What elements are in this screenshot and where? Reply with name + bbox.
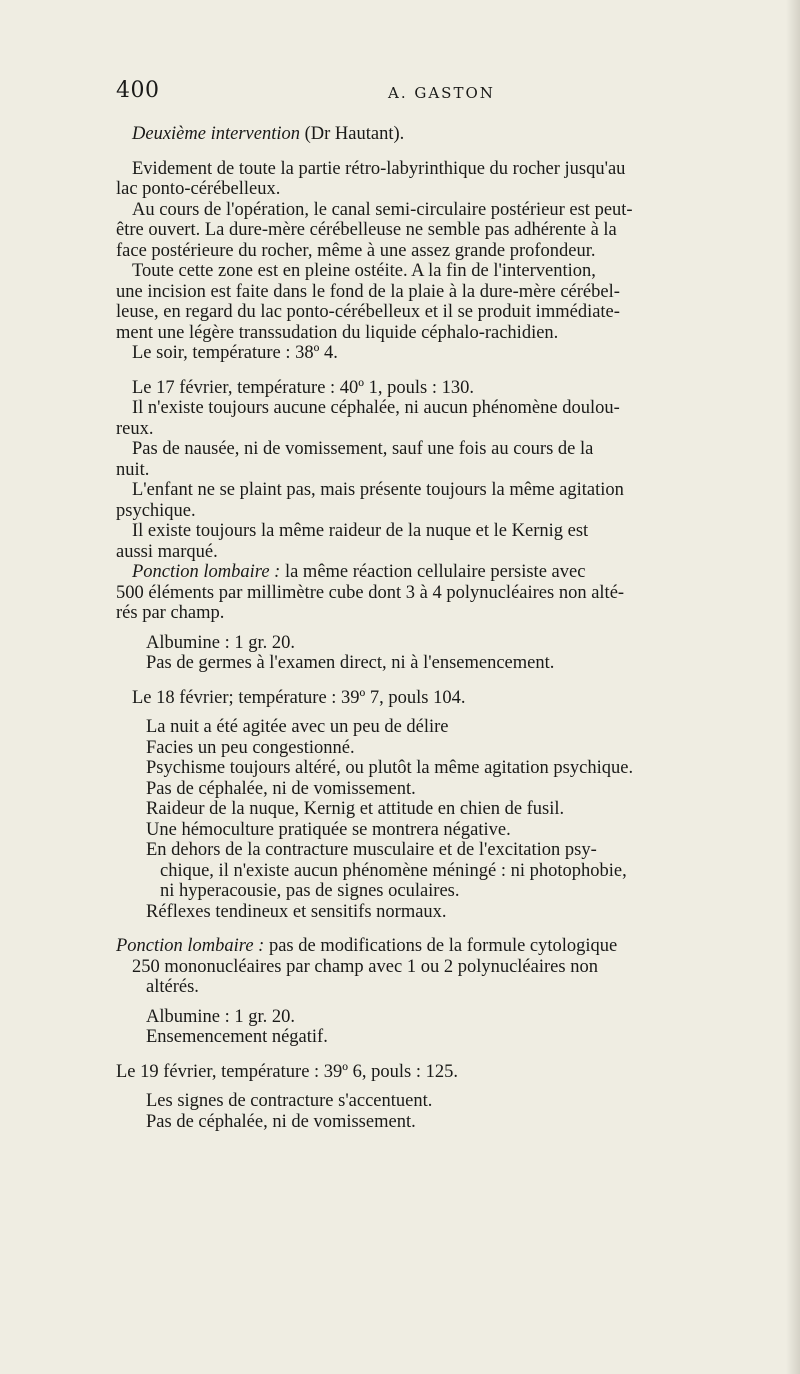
- paragraph-line: altérés.: [146, 977, 199, 997]
- paragraph-line: 250 mononucléaires par champ avec 1 ou 2 polynucléaires non: [132, 956, 598, 977]
- document-body: [116, 124, 766, 1132]
- paragraph-line: Facies un peu congestionné.: [146, 737, 355, 758]
- intervention-title: [116, 124, 766, 145]
- page-number: 400: [116, 78, 160, 103]
- paragraph-line: Pas de nausée, ni de vomissement, sauf une fois au cours de la: [132, 439, 594, 459]
- ponction-label: Ponction lombaire :: [132, 562, 281, 582]
- paragraph-line: Psychisme toujours altéré, ou plutôt la même agitation psychique.: [146, 758, 634, 778]
- paragraph-line: Toute cette zone est en pleine ostéite. A la fin de l'intervention,: [132, 261, 596, 281]
- paragraph-line: Les signes de contracture s'accentuent.: [146, 1091, 433, 1111]
- ponction-label: Ponction lombaire :: [116, 936, 265, 956]
- intervention-title-italic: Deuxième intervention: [132, 124, 300, 144]
- paragraph-line: nuit.: [116, 459, 150, 480]
- ponction-lombaire-18: [116, 936, 766, 957]
- paragraph-line: rés par champ.: [116, 603, 225, 623]
- albumine-17: Albumine : 1 gr. 20.: [146, 632, 296, 653]
- paragraph-line: En dehors de la contracture musculaire et de l'excitation psy-: [146, 840, 597, 860]
- paragraph-line: reux.: [116, 418, 154, 439]
- paragraph-line: ment une légère transsudation du liquide céphalo-rachidien.: [116, 322, 559, 343]
- day-17-heading: Le 17 février, température : 40º 1, pouls : 130.: [132, 377, 475, 398]
- paragraph-line: Au cours de l'opération, le canal semi-circulaire postérieur est peut-: [132, 199, 633, 220]
- ponction-lombaire-17: [116, 562, 766, 583]
- running-head: A. GASTON: [388, 84, 495, 102]
- paragraph-line: Pas de céphalée, ni de vomissement.: [146, 778, 416, 799]
- paragraph-line: lac ponto-cérébelleux.: [116, 179, 281, 199]
- paragraph-line: Il n'existe toujours aucune céphalée, ni aucun phénomène doulou-: [132, 398, 620, 418]
- paragraph-line: Raideur de la nuque, Kernig et attitude en chien de fusil.: [146, 799, 565, 819]
- paragraph-line: Evidement de toute la partie rétro-labyrinthique du rocher jusqu'au: [132, 158, 626, 179]
- paragraph-line: psychique.: [116, 500, 196, 521]
- germes-17: Pas de germes à l'examen direct, ni à l'ensemencement.: [146, 653, 555, 673]
- page-edge-shadow: [786, 0, 800, 1374]
- paragraph-line: une incision est faite dans le fond de la plaie à la dure-mère cérébel-: [116, 281, 620, 302]
- paragraph-line: 500 éléments par millimètre cube dont 3 à 4 polynucléaires non alté-: [116, 582, 625, 603]
- ponction-text: pas de modifications de la formule cytologique: [264, 936, 618, 956]
- page-header: [116, 78, 756, 108]
- reflexes-18: Réflexes tendineux et sensitifs normaux.: [146, 901, 447, 922]
- paragraph-line: Le soir, température : 38º 4.: [132, 343, 338, 363]
- paragraph-line: aussi marqué.: [116, 541, 218, 562]
- paragraph-line: La nuit a été agitée avec un peu de délire: [146, 717, 449, 737]
- ponction-text: la même réaction cellulaire persiste avec: [280, 562, 586, 582]
- day-18-heading: Le 18 février; température : 39º 7, pouls 104.: [132, 687, 466, 708]
- paragraph-line: être ouvert. La dure-mère cérébelleuse ne semble pas adhérente à la: [116, 220, 617, 240]
- paragraph-line: chique, il n'existe aucun phénomène méningé : ni photophobie,: [160, 860, 627, 881]
- paragraph-line: leuse, en regard du lac ponto-cérébelleux et il se produit immédiate-: [116, 302, 620, 322]
- paragraph-line: Pas de céphalée, ni de vomissement.: [146, 1111, 416, 1132]
- day-19-heading: Le 19 février, température : 39º 6, pouls : 125.: [116, 1061, 459, 1082]
- paragraph-line: face postérieure du rocher, même à une assez grande profondeur.: [116, 240, 596, 261]
- paragraph-line: Une hémoculture pratiquée se montrera négative.: [146, 819, 511, 840]
- paragraph-line: ni hyperacousie, pas de signes oculaires.: [160, 881, 460, 901]
- intervention-title-surgeon: (Dr Hautant).: [299, 124, 405, 144]
- paragraph-line: L'enfant ne se plaint pas, mais présente toujours la même agitation: [132, 480, 624, 500]
- ensemencement-18: Ensemencement négatif.: [146, 1027, 328, 1047]
- paragraph-line: Il existe toujours la même raideur de la nuque et le Kernig est: [132, 521, 589, 541]
- albumine-18: Albumine : 1 gr. 20.: [146, 1006, 296, 1027]
